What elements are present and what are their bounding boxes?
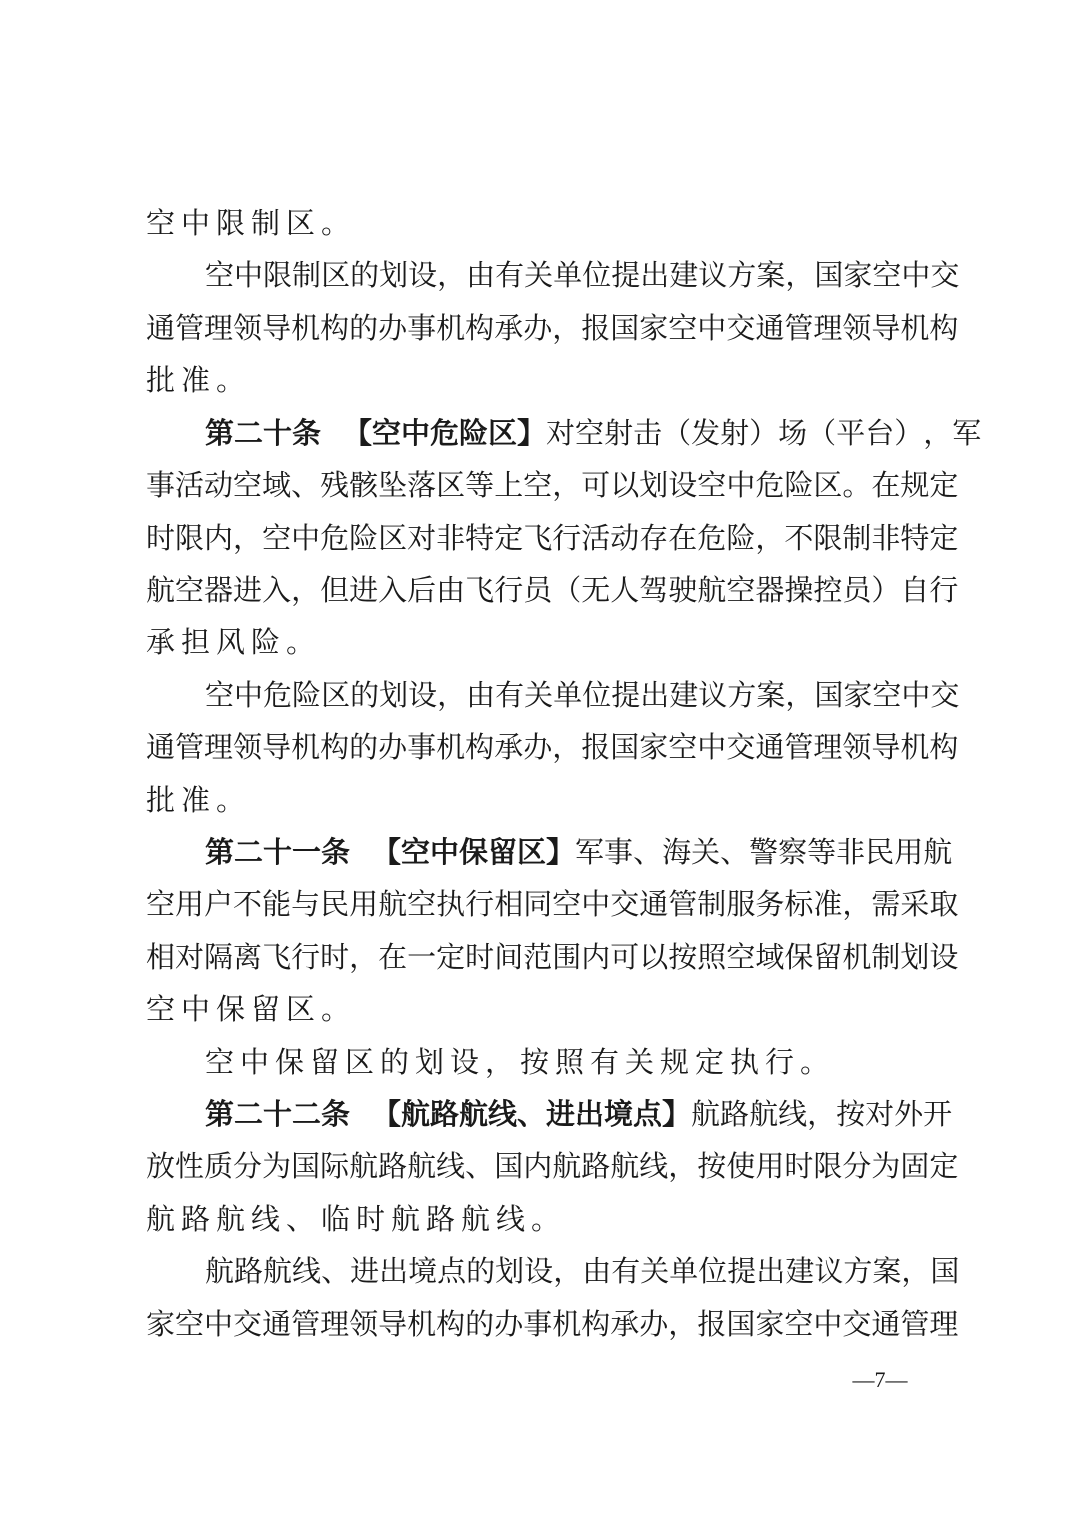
- line-text: 空中限制区。: [146, 206, 357, 240]
- article-21-number: 第二十一条: [205, 835, 351, 869]
- line-text: 通 管 理 领 导 机 构 的 办 事 机 构 承 办 ， 报 国 家 空 中 交 通 管 理 领 导 机 构: [146, 311, 959, 345]
- line-text: 家 空 中 交 通 管 理 领 导 机 构 的 办 事 机 构 承 办 ， 报 国 家 空 中 交 通 管 理: [146, 1307, 959, 1341]
- line-text: 空 中 限 制 区 的 划 设 ， 由 有 关 单 位 提 出 建 议 方 案 ， 国 家 空 中 交: [205, 258, 960, 292]
- line-text: 空 用 户 不 能 与 民 用 航 空 执 行 相 同 空 中 交 通 管 制 服 务 标 准 ， 需 采 取: [146, 887, 959, 921]
- text-line: [146, 989, 946, 1029]
- line-text: 承担风险。: [146, 625, 322, 659]
- line-text: 通 管 理 领 导 机 构 的 办 事 机 构 承 办 ， 报 国 家 空 中 交 通 管 理 领 导 机 构: [146, 730, 959, 764]
- text-line: [146, 937, 959, 977]
- text-line: [146, 1199, 946, 1239]
- line-text: 空中保留区的划设，按照有关规定执行。: [205, 1045, 836, 1079]
- line-text: 相 对 隔 离 飞 行 时 ， 在 一 定 时 间 范 围 内 可 以 按 照 空 域 保 留 机 制 划 设: [146, 940, 959, 974]
- line-text: 批准。: [146, 363, 252, 397]
- line-text: 时 限 内 ， 空 中 危 险 区 对 非 特 定 飞 行 活 动 存 在 危 险 ， 不 限 制 非 特 定: [146, 521, 959, 555]
- line-text: 航 路 航 线 ， 按 对 外 开: [691, 1097, 953, 1131]
- page-number: —7—: [852, 1367, 908, 1392]
- line-text: 事 活 动 空 域 、 残 骸 坠 落 区 等 上 空 ， 可 以 划 设 空 中 危 险 区 。 在 规 定: [146, 468, 959, 502]
- text-line: [146, 727, 959, 767]
- text-line: [205, 1251, 960, 1291]
- text-line: [205, 675, 960, 715]
- text-line: [146, 622, 946, 662]
- text-line: [146, 570, 959, 610]
- line-text: 航路航线、临时航路航线。: [146, 1202, 567, 1236]
- text-line: [146, 518, 959, 558]
- line-text: 空 中 危 险 区 的 划 设 ， 由 有 关 单 位 提 出 建 议 方 案 ， 国 家 空 中 交: [205, 678, 960, 712]
- line-text: 军 事 、 海 关 、 警 察 等 非 民 用 航: [575, 835, 953, 869]
- text-line: [146, 1304, 959, 1344]
- text-line: [146, 203, 946, 243]
- article-21-title: 【空中保留区】: [372, 835, 576, 869]
- line-text: 空中保留区。: [146, 992, 357, 1026]
- line-text: 对 空 射 击 （ 发 射 ） 场 （ 平 台 ） ， 军: [546, 416, 982, 450]
- line-text: 批准。: [146, 783, 252, 817]
- article-20-number: 第二十条: [205, 416, 322, 450]
- text-line: [146, 360, 946, 400]
- article-heading-line: [205, 1094, 953, 1134]
- article-heading-line: [205, 832, 953, 872]
- article-20-title: 【空中危险区】: [343, 416, 547, 450]
- text-line: [146, 884, 959, 924]
- line-text: 航 空 器 进 入 ， 但 进 入 后 由 飞 行 员 （ 无 人 驾 驶 航 空 器 操 控 员 ） 自 行: [146, 573, 959, 607]
- text-line: [205, 255, 960, 295]
- text-line: [205, 1042, 946, 1082]
- article-22-title: 【航路航线、进出境点】: [372, 1097, 692, 1131]
- text-line: [146, 1146, 959, 1186]
- line-text: 放 性 质 分 为 国 际 航 路 航 线 、 国 内 航 路 航 线 ， 按 使 用 时 限 分 为 固 定: [146, 1149, 959, 1183]
- text-line: [146, 780, 946, 820]
- text-line: [146, 308, 959, 348]
- text-line: [146, 465, 959, 505]
- article-heading-line: [205, 413, 982, 453]
- line-text: 航 路 航 线 、 进 出 境 点 的 划 设 ， 由 有 关 单 位 提 出 建 议 方 案 ， 国: [205, 1254, 960, 1288]
- article-22-number: 第二十二条: [205, 1097, 351, 1131]
